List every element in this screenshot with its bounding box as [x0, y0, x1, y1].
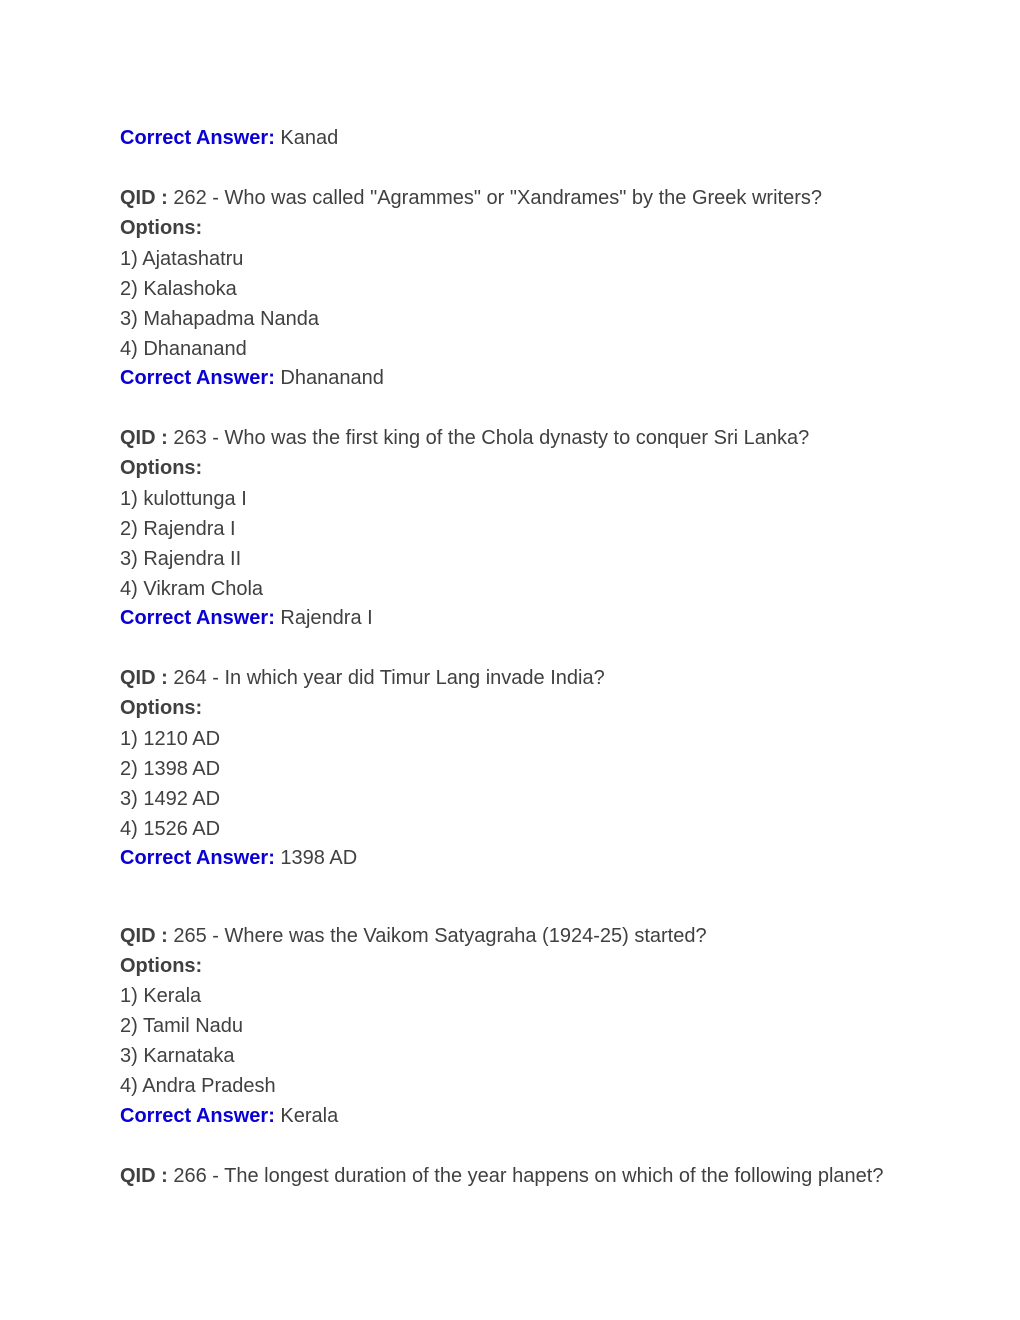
option-item: 2) Rajendra I — [120, 518, 236, 540]
option-item: 3) Mahapadma Nanda — [120, 308, 320, 330]
question-line — [120, 666, 605, 690]
options-label: Options: — [120, 457, 203, 479]
option-item: 1) 1210 AD — [120, 728, 221, 750]
options-label: Options: — [120, 217, 203, 239]
correct-answer-label: Correct Answer: — [120, 1105, 275, 1127]
correct-answer-value: Dhananand — [280, 367, 384, 389]
correct-answer-label: Correct Answer: — [120, 127, 275, 149]
answer-line — [120, 846, 357, 870]
option-item: 1) kulottunga I — [120, 488, 247, 510]
answer-line — [120, 366, 384, 390]
question-text: 263 - Who was the first king of the Chola dynasty to conquer Sri Lanka? — [173, 427, 810, 449]
question-text: 262 - Who was called "Agrammes" or "Xandrames" by the Greek writers? — [173, 187, 822, 209]
option-item: 1) Kerala — [120, 985, 202, 1007]
answer-line — [120, 606, 373, 630]
option-item: 3) Karnataka — [120, 1045, 235, 1067]
qid-label: QID : — [120, 427, 168, 449]
correct-answer-value: 1398 AD — [280, 847, 358, 869]
option-item: 3) 1492 AD — [120, 788, 221, 810]
qid-label: QID : — [120, 1165, 168, 1187]
question-line — [120, 426, 809, 450]
option-item: 2) 1398 AD — [120, 758, 221, 780]
qid-label: QID : — [120, 925, 168, 947]
option-item: 4) 1526 AD — [120, 818, 221, 840]
correct-answer-value: Kerala — [280, 1105, 339, 1127]
qid-label: QID : — [120, 667, 168, 689]
option-item: 1) Ajatashatru — [120, 248, 244, 270]
question-text: 265 - Where was the Vaikom Satyagraha (1924-25) started? — [173, 925, 707, 947]
option-item: 2) Tamil Nadu — [120, 1015, 244, 1037]
option-item: 2) Kalashoka — [120, 278, 237, 300]
options-label: Options: — [120, 955, 203, 977]
question-text: 266 - The longest duration of the year happens on which of the following planet? — [173, 1165, 884, 1187]
correct-answer-label: Correct Answer: — [120, 367, 275, 389]
qid-label: QID : — [120, 187, 168, 209]
question-line — [120, 1164, 883, 1188]
correct-answer-label: Correct Answer: — [120, 607, 275, 629]
option-item: 4) Dhananand — [120, 338, 247, 360]
option-item: 3) Rajendra II — [120, 548, 242, 570]
correct-answer-value: Rajendra I — [280, 607, 373, 629]
question-text: 264 - In which year did Timur Lang invade India? — [173, 667, 605, 689]
options-label: Options: — [120, 697, 203, 719]
answer-line — [120, 1104, 338, 1128]
question-line — [120, 186, 822, 210]
correct-answer-label: Correct Answer: — [120, 847, 275, 869]
correct-answer-value: Kanad — [280, 127, 339, 149]
carryover-answer-line — [120, 126, 338, 150]
option-item: 4) Andra Pradesh — [120, 1075, 276, 1097]
question-line — [120, 924, 707, 948]
option-item: 4) Vikram Chola — [120, 578, 264, 600]
